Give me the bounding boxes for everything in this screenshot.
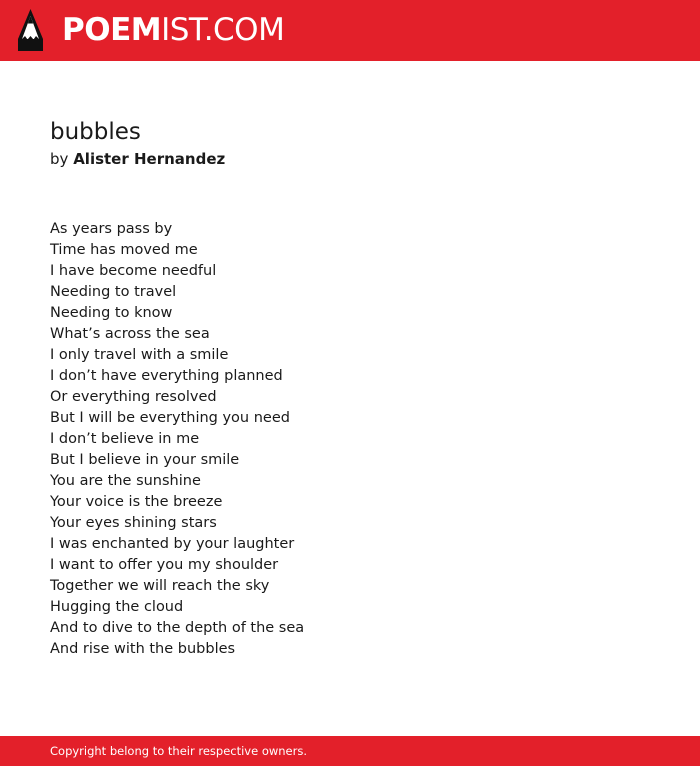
byline-prefix: by xyxy=(50,150,69,168)
poem-line: Time has moved me xyxy=(50,242,198,258)
poem-line: But I will be everything you need xyxy=(50,410,290,426)
poem-line: What’s across the sea xyxy=(50,326,210,342)
poem-line: I have become needful xyxy=(50,263,217,279)
site-logo-text xyxy=(62,9,284,51)
poem-line: And rise with the bubbles xyxy=(50,641,236,657)
poem-line: But I believe in your smile xyxy=(50,452,240,468)
author-link[interactable]: Alister Hernandez xyxy=(73,150,226,168)
poem-line: I don’t believe in me xyxy=(50,431,200,447)
poem-line: Needing to know xyxy=(50,305,173,321)
poem-line: I only travel with a smile xyxy=(50,347,229,363)
poem-body xyxy=(50,219,650,660)
logo-text-bold: POEM xyxy=(62,12,162,48)
poem-line: Together we will reach the sky xyxy=(50,578,270,594)
poem-line: As years pass by xyxy=(50,221,173,237)
poem-line: I was enchanted by your laughter xyxy=(50,536,295,552)
poem-line: Your voice is the breeze xyxy=(50,494,223,510)
poem-line: I want to offer you my shoulder xyxy=(50,557,279,573)
poem-line: You are the sunshine xyxy=(50,473,201,489)
poem-line: And to dive to the depth of the sea xyxy=(50,620,305,636)
poem-line: Hugging the cloud xyxy=(50,599,184,615)
pencil-tip-icon xyxy=(18,9,43,51)
copyright-text: Copyright belong to their respective owners. xyxy=(50,744,308,758)
site-logo-link[interactable] xyxy=(18,9,284,51)
poem-line: Your eyes shining stars xyxy=(50,515,217,531)
poem-byline xyxy=(50,149,650,169)
site-header xyxy=(0,0,700,61)
poem-line: Needing to travel xyxy=(50,284,177,300)
logo-text-light: IST.COM xyxy=(161,12,285,48)
poem-content xyxy=(50,117,650,660)
poem-line: I don’t have everything planned xyxy=(50,368,283,384)
poem-title: bubbles xyxy=(50,119,141,145)
site-footer xyxy=(0,736,700,766)
poem-line: Or everything resolved xyxy=(50,389,217,405)
